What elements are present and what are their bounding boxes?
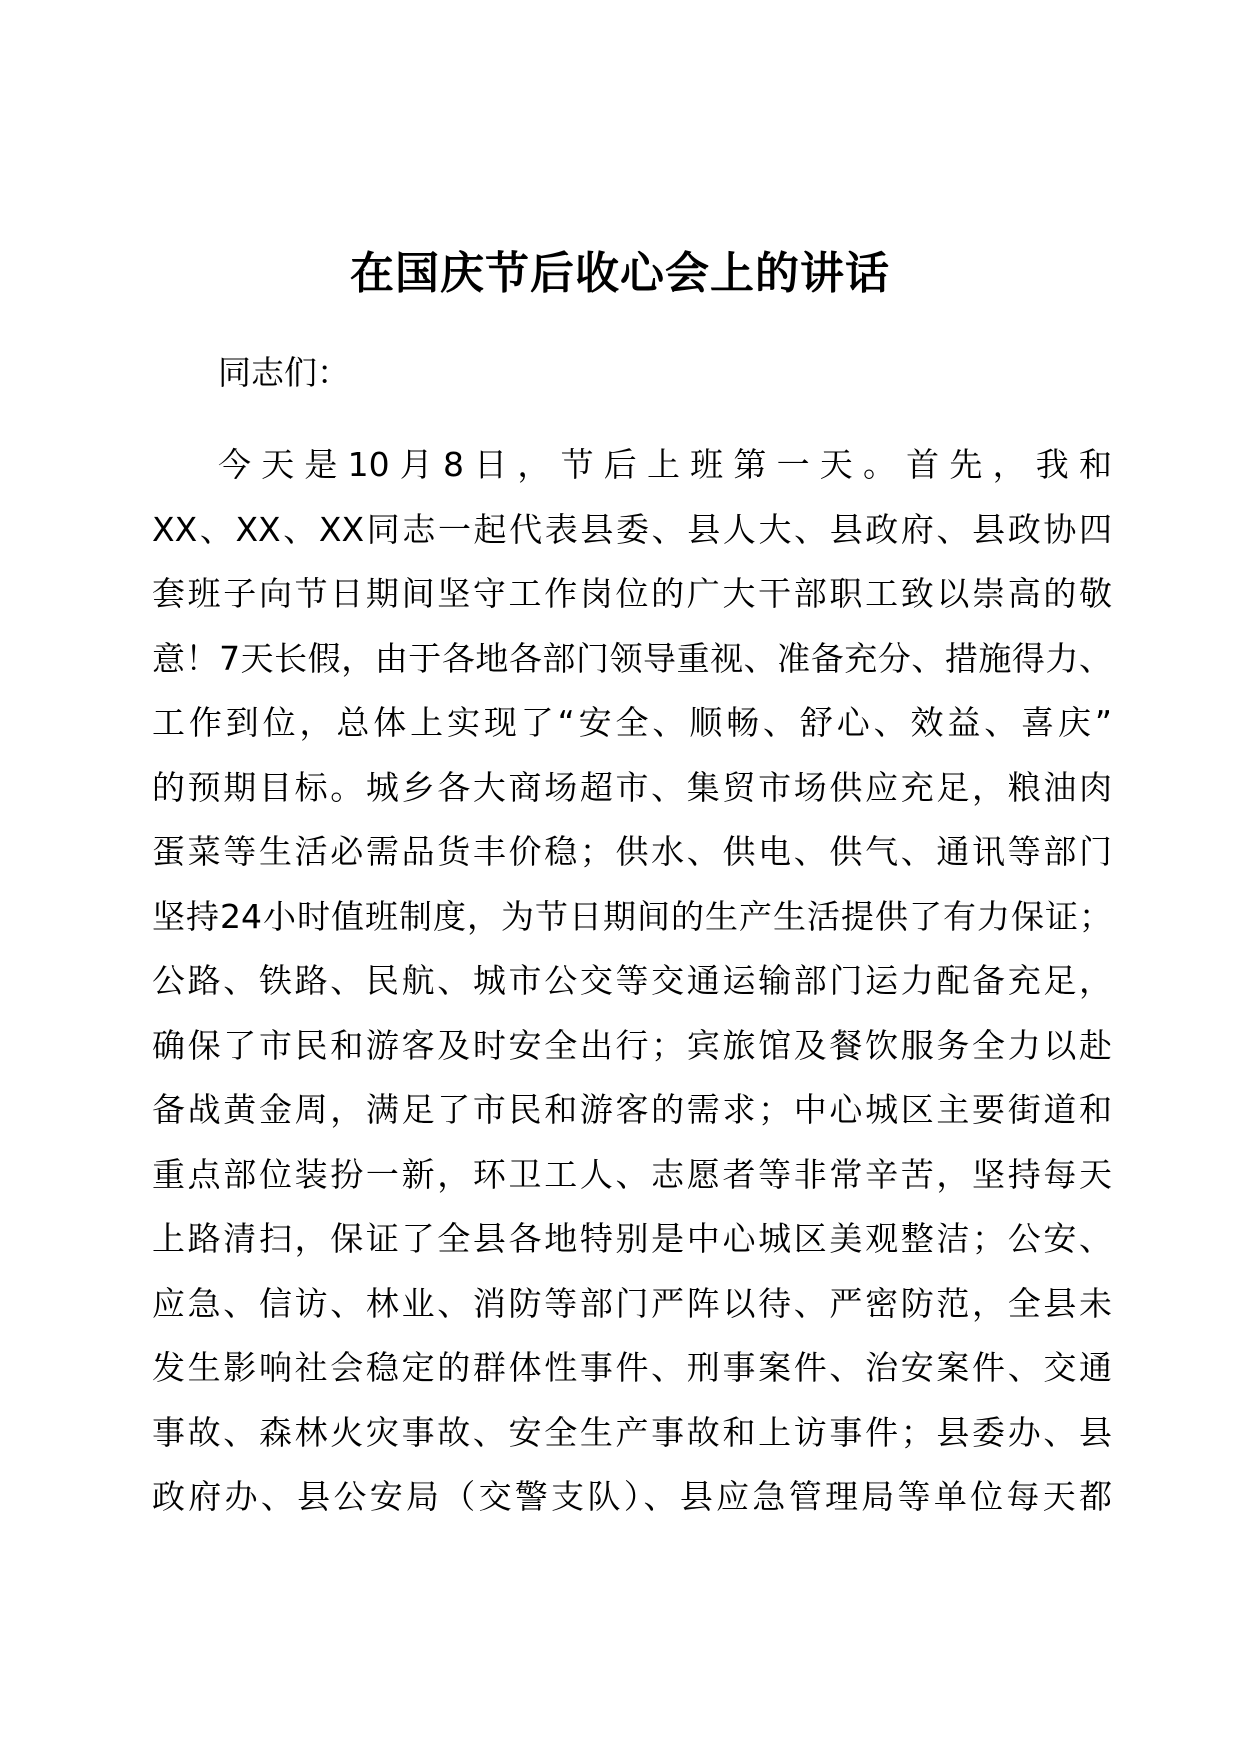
- body-line: 上路清扫，保证了全县各地特别是中心城区美观整洁；公安、: [152, 1219, 1112, 1258]
- body-line: 今天是10月8日，节后上班第一天。首先，我和: [218, 445, 1112, 484]
- body-line: 公路、铁路、民航、城市公交等交通运输部门运力配备充足，: [152, 961, 1112, 1000]
- body-line: 确保了市民和游客及时安全出行；宾旅馆及餐饮服务全力以赴: [152, 1025, 1112, 1065]
- body-line: XX、XX、XX同志一起代表县委、县人大、县政府、县政协四: [152, 509, 1112, 549]
- body-line: 的预期目标。城乡各大商场超市、集贸市场供应充足，粮油肉: [152, 767, 1112, 807]
- body-line: 政府办、县公安局（交警支队）、县应急管理局等单位每天都: [152, 1477, 1112, 1516]
- body-line: 重点部位装扮一新，环卫工人、志愿者等非常辛苦，坚持每天: [152, 1154, 1112, 1194]
- body-line: 备战黄金周，满足了市民和游客的需求；中心城区主要街道和: [152, 1090, 1112, 1129]
- body-line: 蛋菜等生活必需品货丰价稳；供水、供电、供气、通讯等部门: [152, 832, 1112, 871]
- body-line: 事故、森林火灾事故、安全生产事故和上访事件；县委办、县: [152, 1412, 1112, 1452]
- speech-body: [152, 433, 1112, 1530]
- body-line: 坚持24小时值班制度，为节日期间的生产生活提供了有力保证；: [152, 896, 1112, 936]
- body-line: 意！7天长假，由于各地各部门领导重视、准备充分、措施得力、: [152, 638, 1112, 678]
- body-line: 应急、信访、林业、消防等部门严阵以待、严密防范，全县未: [152, 1283, 1112, 1323]
- body-line: 套班子向节日期间坚守工作岗位的广大干部职工致以崇高的敬: [152, 574, 1112, 613]
- body-line: 工作到位，总体上实现了“安全、顺畅、舒心、效益、喜庆”: [152, 703, 1112, 742]
- salutation: 同志们：: [218, 353, 350, 392]
- document-title: 在国庆节后收心会上的讲话: [350, 248, 890, 299]
- body-line: 发生影响社会稳定的群体性事件、刑事案件、治安案件、交通: [152, 1348, 1112, 1387]
